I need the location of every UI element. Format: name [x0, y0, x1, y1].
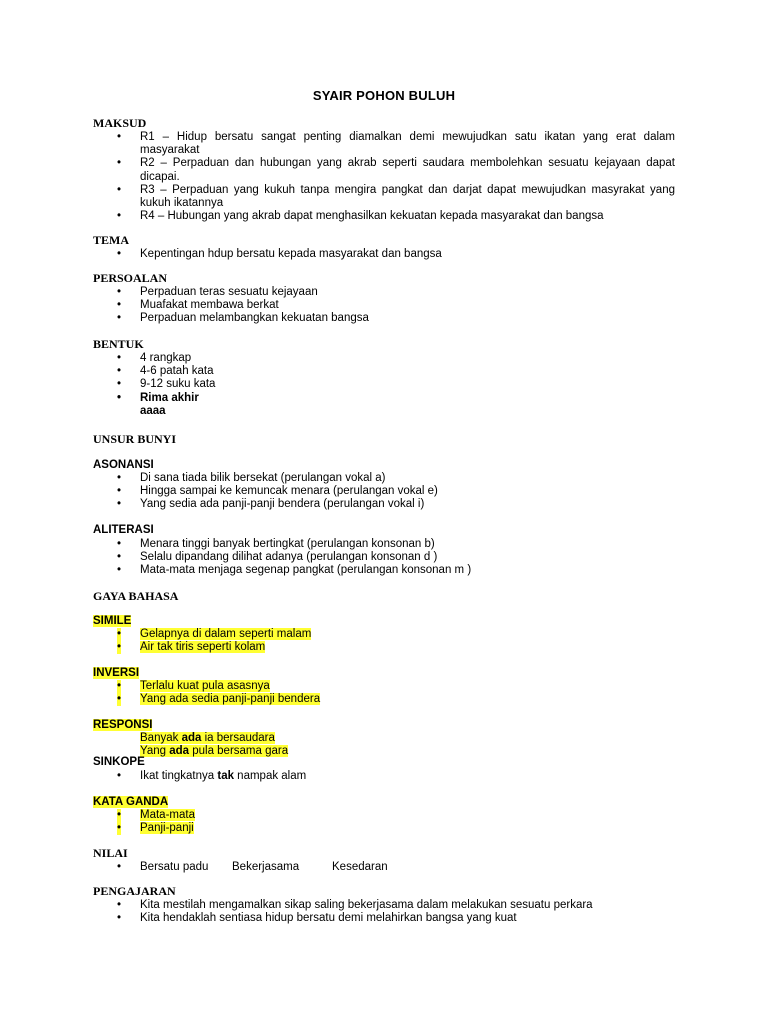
- sinkope-list: [0, 770, 768, 783]
- heading-inversi: INVERSI: [93, 667, 140, 679]
- list-item: • Yang ada sedia panji-panji bendera: [117, 693, 321, 706]
- heading-bentuk: BENTUK: [93, 337, 144, 351]
- bullet-icon: •: [117, 564, 122, 577]
- list-item: • Muafakat membawa berkat: [117, 299, 279, 312]
- heading-pengajaran: PENGAJARAN: [93, 884, 176, 898]
- list-item: • Terlalu kuat pula asasnya: [117, 680, 270, 692]
- list-item: • 4 rangkap: [117, 352, 192, 364]
- heading-sinkope: SINKOPE: [93, 756, 145, 768]
- list-item: • Perpaduan melambangkan kekuatan bangsa: [117, 312, 369, 325]
- document-title: SYAIR POHON BULUH: [312, 88, 456, 103]
- bullet-icon: •: [117, 391, 122, 404]
- heading-unsur-bunyi: UNSUR BUNYI: [93, 432, 177, 446]
- bullet-icon: •: [117, 641, 122, 654]
- bullet-icon: •: [117, 498, 122, 511]
- bullet-icon: •: [117, 680, 122, 692]
- list-item: • Air tak tiris seperti kolam: [117, 641, 266, 654]
- heading-nilai: NILAI: [93, 846, 128, 860]
- inversi-list: [0, 680, 768, 706]
- list-item: • Yang sedia ada panji-panji bendera (perulangan vokal i): [117, 498, 425, 511]
- bullet-icon: •: [117, 286, 122, 298]
- bentuk-list: [0, 352, 768, 418]
- list-item: • Kita mestilah mengamalkan sikap saling bekerjasama dalam melakukan sesuatu perkara: [117, 899, 593, 911]
- bullet-icon: •: [117, 248, 122, 260]
- bullet-icon: •: [117, 485, 122, 498]
- responsi-line-1: Banyak ada ia bersaudara: [140, 732, 275, 744]
- list-item-rima: • Rima akhir: [117, 391, 199, 404]
- list-item: • R2 – Perpaduan dan hubungan yang akrab seperti saudara membolehkan sesuatu kejayaan dapat dicapai.: [117, 157, 675, 183]
- heading-maksud: MAKSUD: [93, 116, 147, 130]
- bullet-icon: •: [117, 861, 122, 873]
- list-item: • Kepentingan hdup bersatu kepada masyarakat dan bangsa: [117, 248, 442, 260]
- maksud-list: [0, 131, 768, 223]
- list-item: • R4 – Hubungan yang akrab dapat menghasilkan kekuatan kepada masyarakat dan bangsa: [117, 210, 604, 223]
- bullet-icon: •: [117, 299, 122, 312]
- bullet-icon: •: [117, 693, 122, 706]
- bullet-icon: •: [117, 472, 122, 484]
- responsi-line-2: Yang ada pula bersama gara: [140, 745, 289, 757]
- list-item: • Kita hendaklah sentiasa hidup bersatu demi melahirkan bangsa yang kuat: [117, 912, 517, 925]
- list-item: • Menara tinggi banyak bertingkat (perulangan konsonan b): [117, 538, 435, 550]
- bullet-icon: •: [117, 157, 122, 170]
- list-item: • Di sana tiada bilik bersekat (perulangan vokal a): [117, 472, 386, 484]
- bullet-icon: •: [117, 365, 122, 378]
- heading-persoalan: PERSOALAN: [93, 271, 168, 285]
- bullet-icon: •: [117, 809, 122, 821]
- aliterasi-list: [0, 538, 768, 578]
- bullet-icon: •: [117, 378, 122, 391]
- bullet-icon: •: [117, 912, 122, 925]
- list-item: • Ikat tingkatnya tak nampak alam: [117, 770, 307, 782]
- bullet-icon: •: [117, 628, 122, 640]
- rima-value: aaaa: [140, 404, 166, 417]
- kata-ganda-list: [0, 809, 768, 835]
- heading-simile: SIMILE: [93, 615, 132, 627]
- heading-responsi: RESPONSI: [93, 719, 153, 731]
- list-item: • Perpaduan teras sesuatu kejayaan: [117, 286, 318, 298]
- list-item: • Bersatu padu Bekerjasama Kesedaran: [117, 861, 388, 873]
- simile-list: [0, 628, 768, 654]
- nilai-list: [0, 861, 768, 874]
- list-item: • 4-6 patah kata: [117, 365, 214, 378]
- list-item: • Mata-mata menjaga segenap pangkat (perulangan konsonan m ): [117, 564, 472, 577]
- bullet-icon: •: [117, 131, 122, 143]
- list-item: • Selalu dipandang dilihat adanya (perulangan konsonan d ): [117, 551, 438, 564]
- list-item: • 9-12 suku kata: [117, 378, 216, 391]
- heading-tema: TEMA: [93, 233, 129, 247]
- bullet-icon: •: [117, 210, 122, 223]
- list-item: • R1 – Hidup bersatu sangat penting diamalkan demi mewujudkan satu ikatan yang erat dalam masyarakat: [117, 131, 675, 157]
- bullet-icon: •: [117, 770, 122, 782]
- heading-gaya-bahasa: GAYA BAHASA: [93, 589, 179, 603]
- bullet-icon: •: [117, 538, 122, 550]
- bullet-icon: •: [117, 183, 122, 196]
- list-item: • R3 – Perpaduan yang kukuh tanpa mengira pangkat dan darjat dapat mewujudkan masyrakat yang kukuh ikatannya: [117, 183, 675, 210]
- list-item: • Mata-mata: [117, 809, 195, 821]
- pengajaran-list: [0, 899, 768, 925]
- list-item: • Gelapnya di dalam seperti malam: [117, 628, 312, 640]
- bullet-icon: •: [117, 899, 122, 911]
- heading-aliterasi: ALITERASI: [93, 524, 154, 536]
- bullet-icon: •: [117, 312, 122, 325]
- bullet-icon: •: [117, 822, 122, 835]
- bullet-icon: •: [117, 352, 122, 364]
- heading-asonansi: ASONANSI: [93, 459, 154, 471]
- persoalan-list: [0, 286, 768, 326]
- list-item: • Hingga sampai ke kemuncak menara (perulangan vokal e): [117, 485, 438, 498]
- tema-list: [0, 248, 768, 261]
- bullet-icon: •: [117, 551, 122, 564]
- list-item: • Panji-panji: [117, 822, 194, 835]
- heading-kata-ganda: KATA GANDA: [93, 796, 169, 808]
- asonansi-list: [0, 472, 768, 512]
